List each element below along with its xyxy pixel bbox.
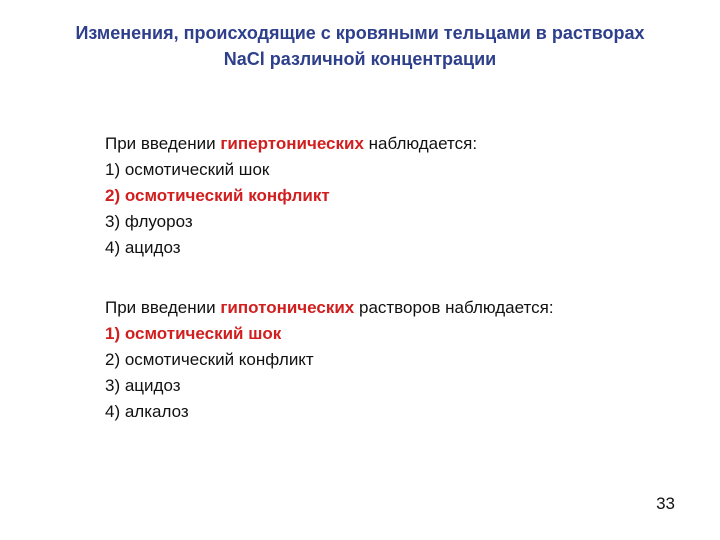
answer-option-4: 4) алкалоз bbox=[105, 402, 189, 421]
question-prefix: При введении bbox=[105, 298, 221, 317]
question-keyword: гипертонических bbox=[220, 134, 364, 153]
slide-title-line-2: NaCl различной концентрации bbox=[223, 49, 497, 69]
answer-option-1-correct: 1) осмотический шок bbox=[105, 324, 282, 343]
answer-option-4: 4) ацидоз bbox=[105, 238, 181, 257]
slide-title-line-1: Изменения, происходящие с кровяными тельцами в растворах bbox=[75, 23, 645, 43]
answer-option-1: 1) осмотический шок bbox=[105, 160, 270, 179]
question-prefix: При введении bbox=[105, 134, 221, 153]
question-stem bbox=[105, 295, 685, 321]
answer-option-3: 3) флуороз bbox=[105, 212, 193, 231]
slide-title bbox=[30, 20, 690, 72]
question-stem bbox=[105, 131, 685, 157]
answer-option-3: 3) ацидоз bbox=[105, 376, 181, 395]
question-suffix: растворов наблюдается: bbox=[354, 298, 554, 317]
answer-option-2-correct: 2) осмотический конфликт bbox=[105, 186, 330, 205]
question-hypotonic bbox=[105, 295, 685, 425]
question-keyword: гипотонических bbox=[220, 298, 355, 317]
answer-option-2: 2) осмотический конфликт bbox=[105, 350, 314, 369]
question-suffix: наблюдается: bbox=[363, 134, 478, 153]
page-number: 33 bbox=[656, 494, 675, 513]
question-hypertonic bbox=[105, 131, 685, 261]
